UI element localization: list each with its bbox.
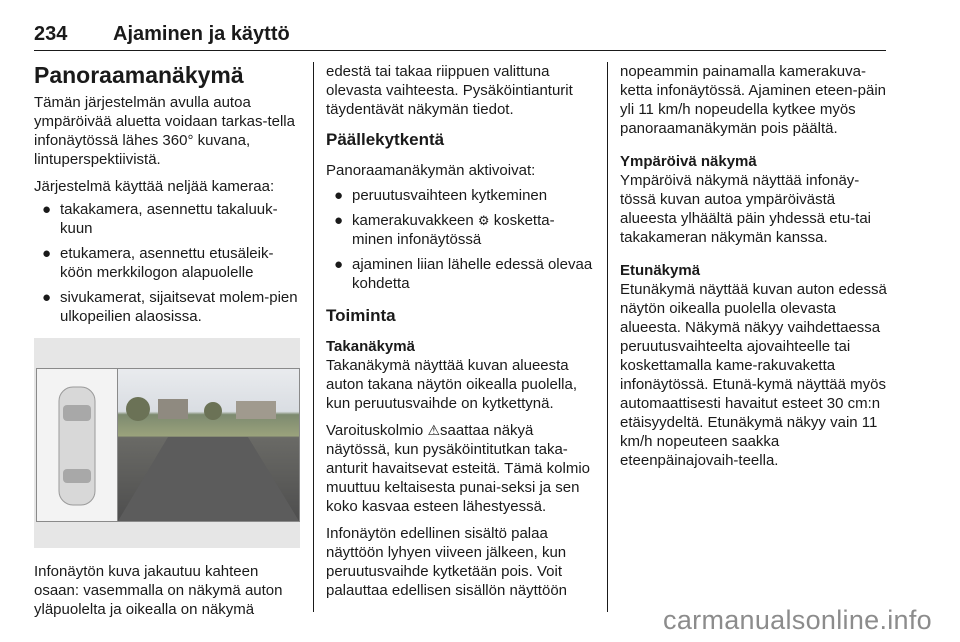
car-top-view-icon xyxy=(37,369,117,521)
page-number: 234 xyxy=(34,23,68,45)
chapter-title: Ajaminen ja käyttö xyxy=(113,23,290,45)
split-view-paragraph: Infonäytön kuva jakautuu kahteen osaan: vasemmalla on näkymä auton yläpuolelta ja oikealla on näkymä xyxy=(34,563,283,618)
list-item: ● kamerakuvakkeen ⚙ kosketta-minen infonäytössä xyxy=(334,212,555,248)
top-view-pane xyxy=(37,369,118,521)
bullet-icon: ● xyxy=(42,201,52,218)
list-item: ● sivukamerat, sijaitsevat molem-pien ulkopeilien alaosissa. xyxy=(42,289,298,325)
infodisplay-image xyxy=(36,368,300,522)
column-3 xyxy=(620,62,888,478)
continued-paragraph: edestä tai takaa riippuen valittuna olevasta vaihteesta. Pysäköintianturit täydentävät näkymän tiedot. xyxy=(326,63,573,118)
camera-list xyxy=(34,200,300,326)
warning-triangle-icon: ⚠ xyxy=(427,422,440,438)
rear-view-heading: Takanäkymä xyxy=(326,338,415,355)
camera-gear-icon: ⚙ xyxy=(477,213,490,228)
column-divider xyxy=(607,62,608,612)
restore-paragraph: Infonäytön edellinen sisältö palaa näyttöön lyhyen viiveen jälkeen, kun peruutusvaihde kytketään pois. Voit palauttaa edellisen sisällön näyttöön xyxy=(326,525,568,599)
bullet-icon: ● xyxy=(334,256,344,273)
activation-list xyxy=(326,186,594,293)
list-item: ● peruutusvaihteen kytkeminen xyxy=(334,187,548,204)
switch-on-heading: Päällekytkentä xyxy=(326,130,445,149)
camera-screen-figure xyxy=(34,338,300,548)
camera-scene xyxy=(118,369,299,521)
function-heading: Toiminta xyxy=(326,306,396,325)
front-view-heading: Etunäkymä xyxy=(620,262,701,279)
bullet-icon: ● xyxy=(334,212,344,229)
surround-view-heading: Ympäröivä näkymä xyxy=(620,153,757,170)
continued-paragraph: nopeammin painamalla kamerakuva-ketta infonäytössä. Ajaminen eteen-päin yli 11 km/h nopeudella kytkee myös panoraamanäkymän pois päältä. xyxy=(620,63,887,137)
list-item: ● takakamera, asennettu takaluuk-kuun xyxy=(42,201,278,237)
activation-paragraph: Panoraamanäkymän aktivoivat: xyxy=(326,162,536,179)
column-divider xyxy=(313,62,314,612)
rear-view-paragraph: Takanäkymä näyttää kuvan alueesta auton takana näytön oikealla puolella, kun peruutusvaihde on kytkettynä. xyxy=(326,357,578,412)
list-item: ● etukamera, asennettu etusäleik-köön merkkilogon alapuolelle xyxy=(42,245,274,281)
bullet-icon: ● xyxy=(334,187,344,204)
surround-view-paragraph: Ympäröivä näkymä näyttää infonäy-tössä kuvan autoa ympäröivästä alueesta ylhäältä päin yhdessä etu-tai takakameran näkymän kanssa. xyxy=(620,172,872,246)
column-2: edestä tai takaa riippuen valittuna olevasta vaihteesta. Pysäköintianturit täydentävät näkymän tiedot. Päällekytkentä Panoraamanäkymän aktivoivat: ● peruutusvaihteen kytkeminen ● kamerakuvakkeen ⚙ kosketta-minen infonäytössä ● ajaminen liian lähelle edessä olevaa kohdetta Toiminta Takanäkymä Takanäkymä näyttää kuvan alueesta auton takana näytön oikealla puolella, kun peruutusvaihde on kytkettynä. Varoituskolmio ⚠saattaa näkyä näytössä, kun pysäköintitutkan taka-anturit havaitsevat esteitä. Tämä kolmio muuttuu keltaisesta punai-seksi ja sen koko kasvaa esteen lähestyessä. Infonäytön edellinen sisältö palaa näyttöön lyhyen viiveen jälkeen, kun peruutusvaihde kytketään pois. Voit palauttaa edellisen sisällön näyttöön xyxy=(326,63,593,599)
list-item: ● ajaminen liian lähelle edessä olevaa kohdetta xyxy=(334,256,593,292)
intro-paragraph: Tämän järjestelmän avulla autoa ympäröivää aluetta voidaan tarkas-tella infonäytössä lähes 360° kuvana, lintuperspektiivistä. xyxy=(34,94,295,168)
bullet-icon: ● xyxy=(42,245,52,262)
warning-paragraph: saattaa näkyä näytössä, kun pysäköintitutkan taka-anturit havaitsevat esteitä. Tämä kolmio muuttuu keltaisesta punai-seksi ja sen koko kasvaa esteen lähestyessä. xyxy=(326,422,591,515)
rear-camera-pane xyxy=(118,369,299,521)
front-view-paragraph: Etunäkymä näyttää kuvan auton edessä näytön oikealla puolella olevasta alueesta. Näkymä näkyy vaihdettaessa peruutusvaihteelta ajovaihteelle tai koskettamalla kame-rakuvaketta infonäytössä. Etunä-kymä näyttää myös automaattisesti havaitut esteet 30 cm:n etäisyydeltä. Etunäkymä näkyy vain 11 km/h nopeuteen saakka eteenpäinajovaih-teella. xyxy=(620,281,887,469)
page-header xyxy=(34,18,886,51)
section-title: Panoraamanäkymä xyxy=(34,62,244,88)
watermark: carmanualsonline.info xyxy=(663,605,932,635)
bullet-icon: ● xyxy=(42,289,52,306)
cameras-paragraph: Järjestelmä käyttää neljää kameraa: xyxy=(34,178,275,195)
column-1 xyxy=(34,62,300,627)
